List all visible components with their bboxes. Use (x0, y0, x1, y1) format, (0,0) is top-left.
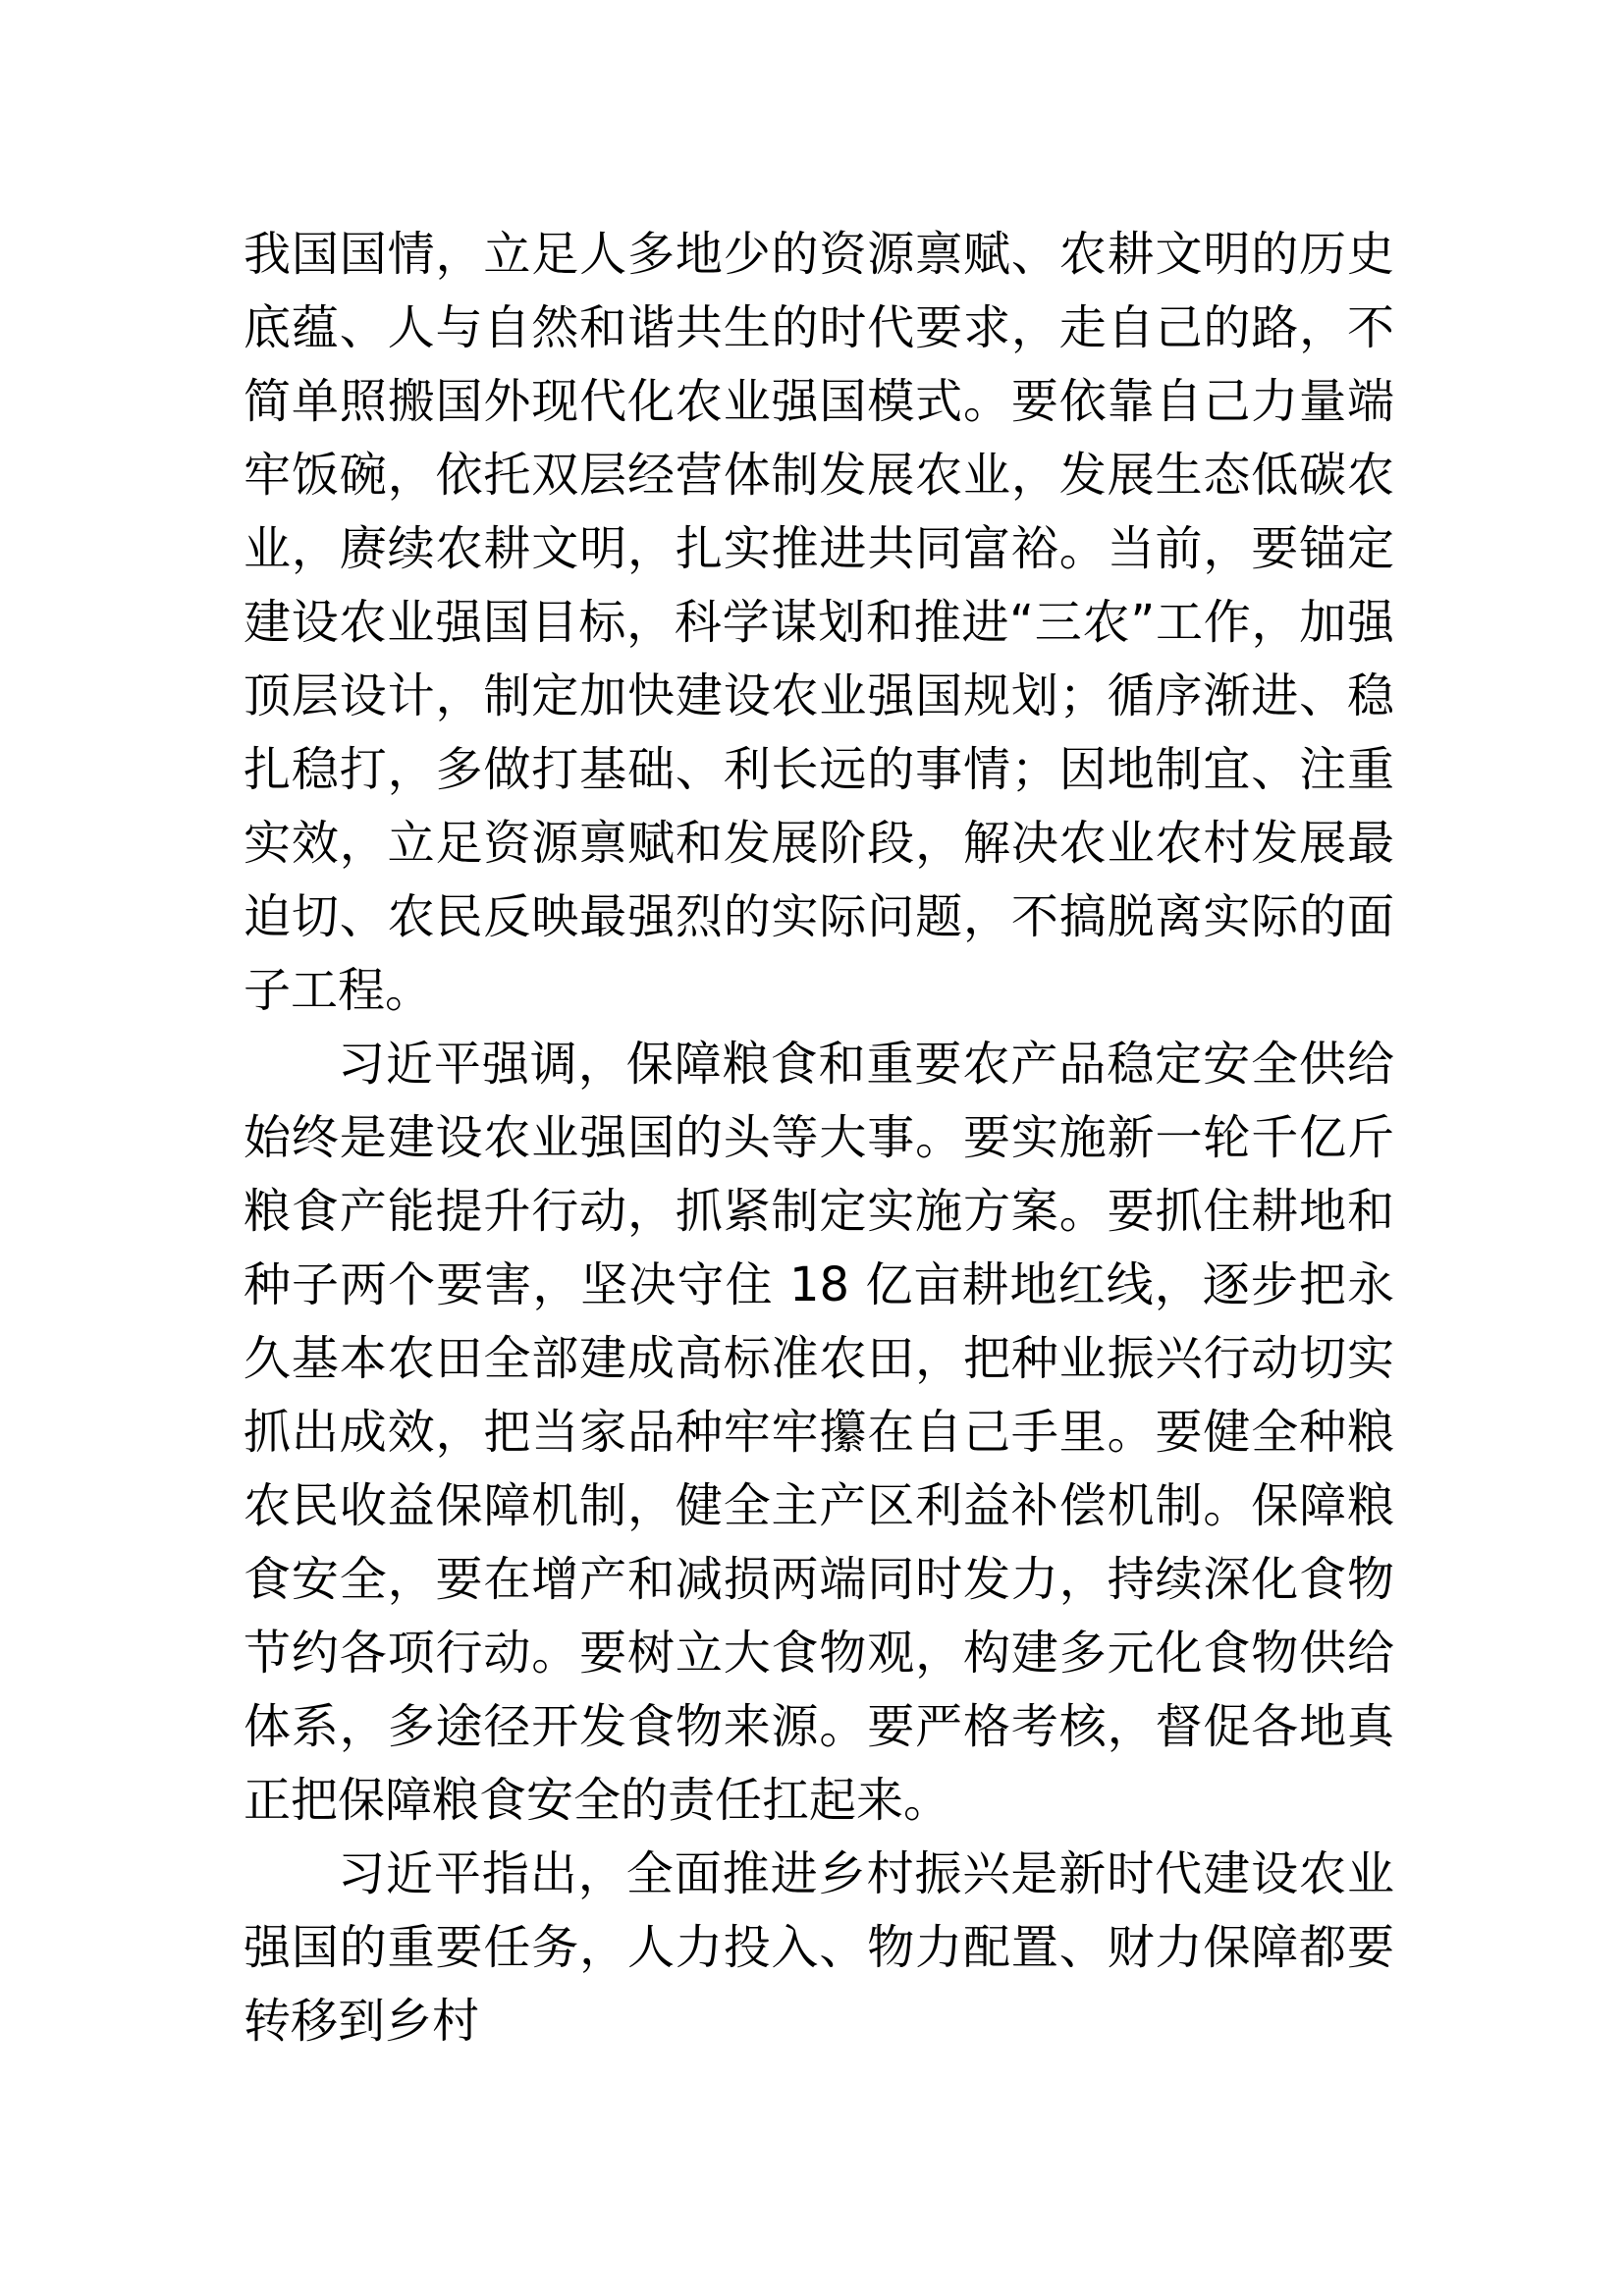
paragraph-grain-security: 习近平强调，保障粮食和重要农产品稳定安全供给始终是建设农业强国的头等大事。要实施新一轮千亿斤粮食产能提升行动，抓紧制定实施方案。要抓住耕地和种子两个要害，坚决守住 18 亿亩耕地红线，逐步把永久基本农田全部建成高标准农田，把种业振兴行动切实抓出成效，把当家品种牢牢攥在自己手里。要健全种粮农民收益保障机制，健全主产区利益补偿机制。保障粮食安全，要在增产和减损两端同时发力，持续深化食物节约各项行动。要树立大食物观，构建多元化食物供给体系，多途径开发食物来源。要严格考核，督促各地真正把保障粮食安全的责任扛起来。 (244, 1037, 1394, 1828)
paragraph-continued: 我国国情，立足人多地少的资源禀赋、农耕文明的历史底蕴、人与自然和谐共生的时代要求，走自己的路，不简单照搬国外现代化农业强国模式。要依靠自己力量端牢饭碗，依托双层经营体制发展农业，发展生态低碳农业，赓续农耕文明，扎实推进共同富裕。当前，要锚定建设农业强国目标，科学谋划和推进“三农”工作，加强顶层设计，制定加快建设农业强国规划；循序渐进、稳扎稳打，多做打基础、利长远的事情；因地制宜、注重实效，立足资源禀赋和发展阶段，解决农业农村发展最迫切、农民反映最强烈的实际问题，不搞脱离实际的面子工程。 (244, 227, 1394, 1018)
document-body (244, 218, 1394, 2058)
paragraph-rural-revitalization: 习近平指出，全面推进乡村振兴是新时代建设农业强国的重要任务，人力投入、物力配置、财力保障都要转移到乡村 (244, 1846, 1394, 2049)
